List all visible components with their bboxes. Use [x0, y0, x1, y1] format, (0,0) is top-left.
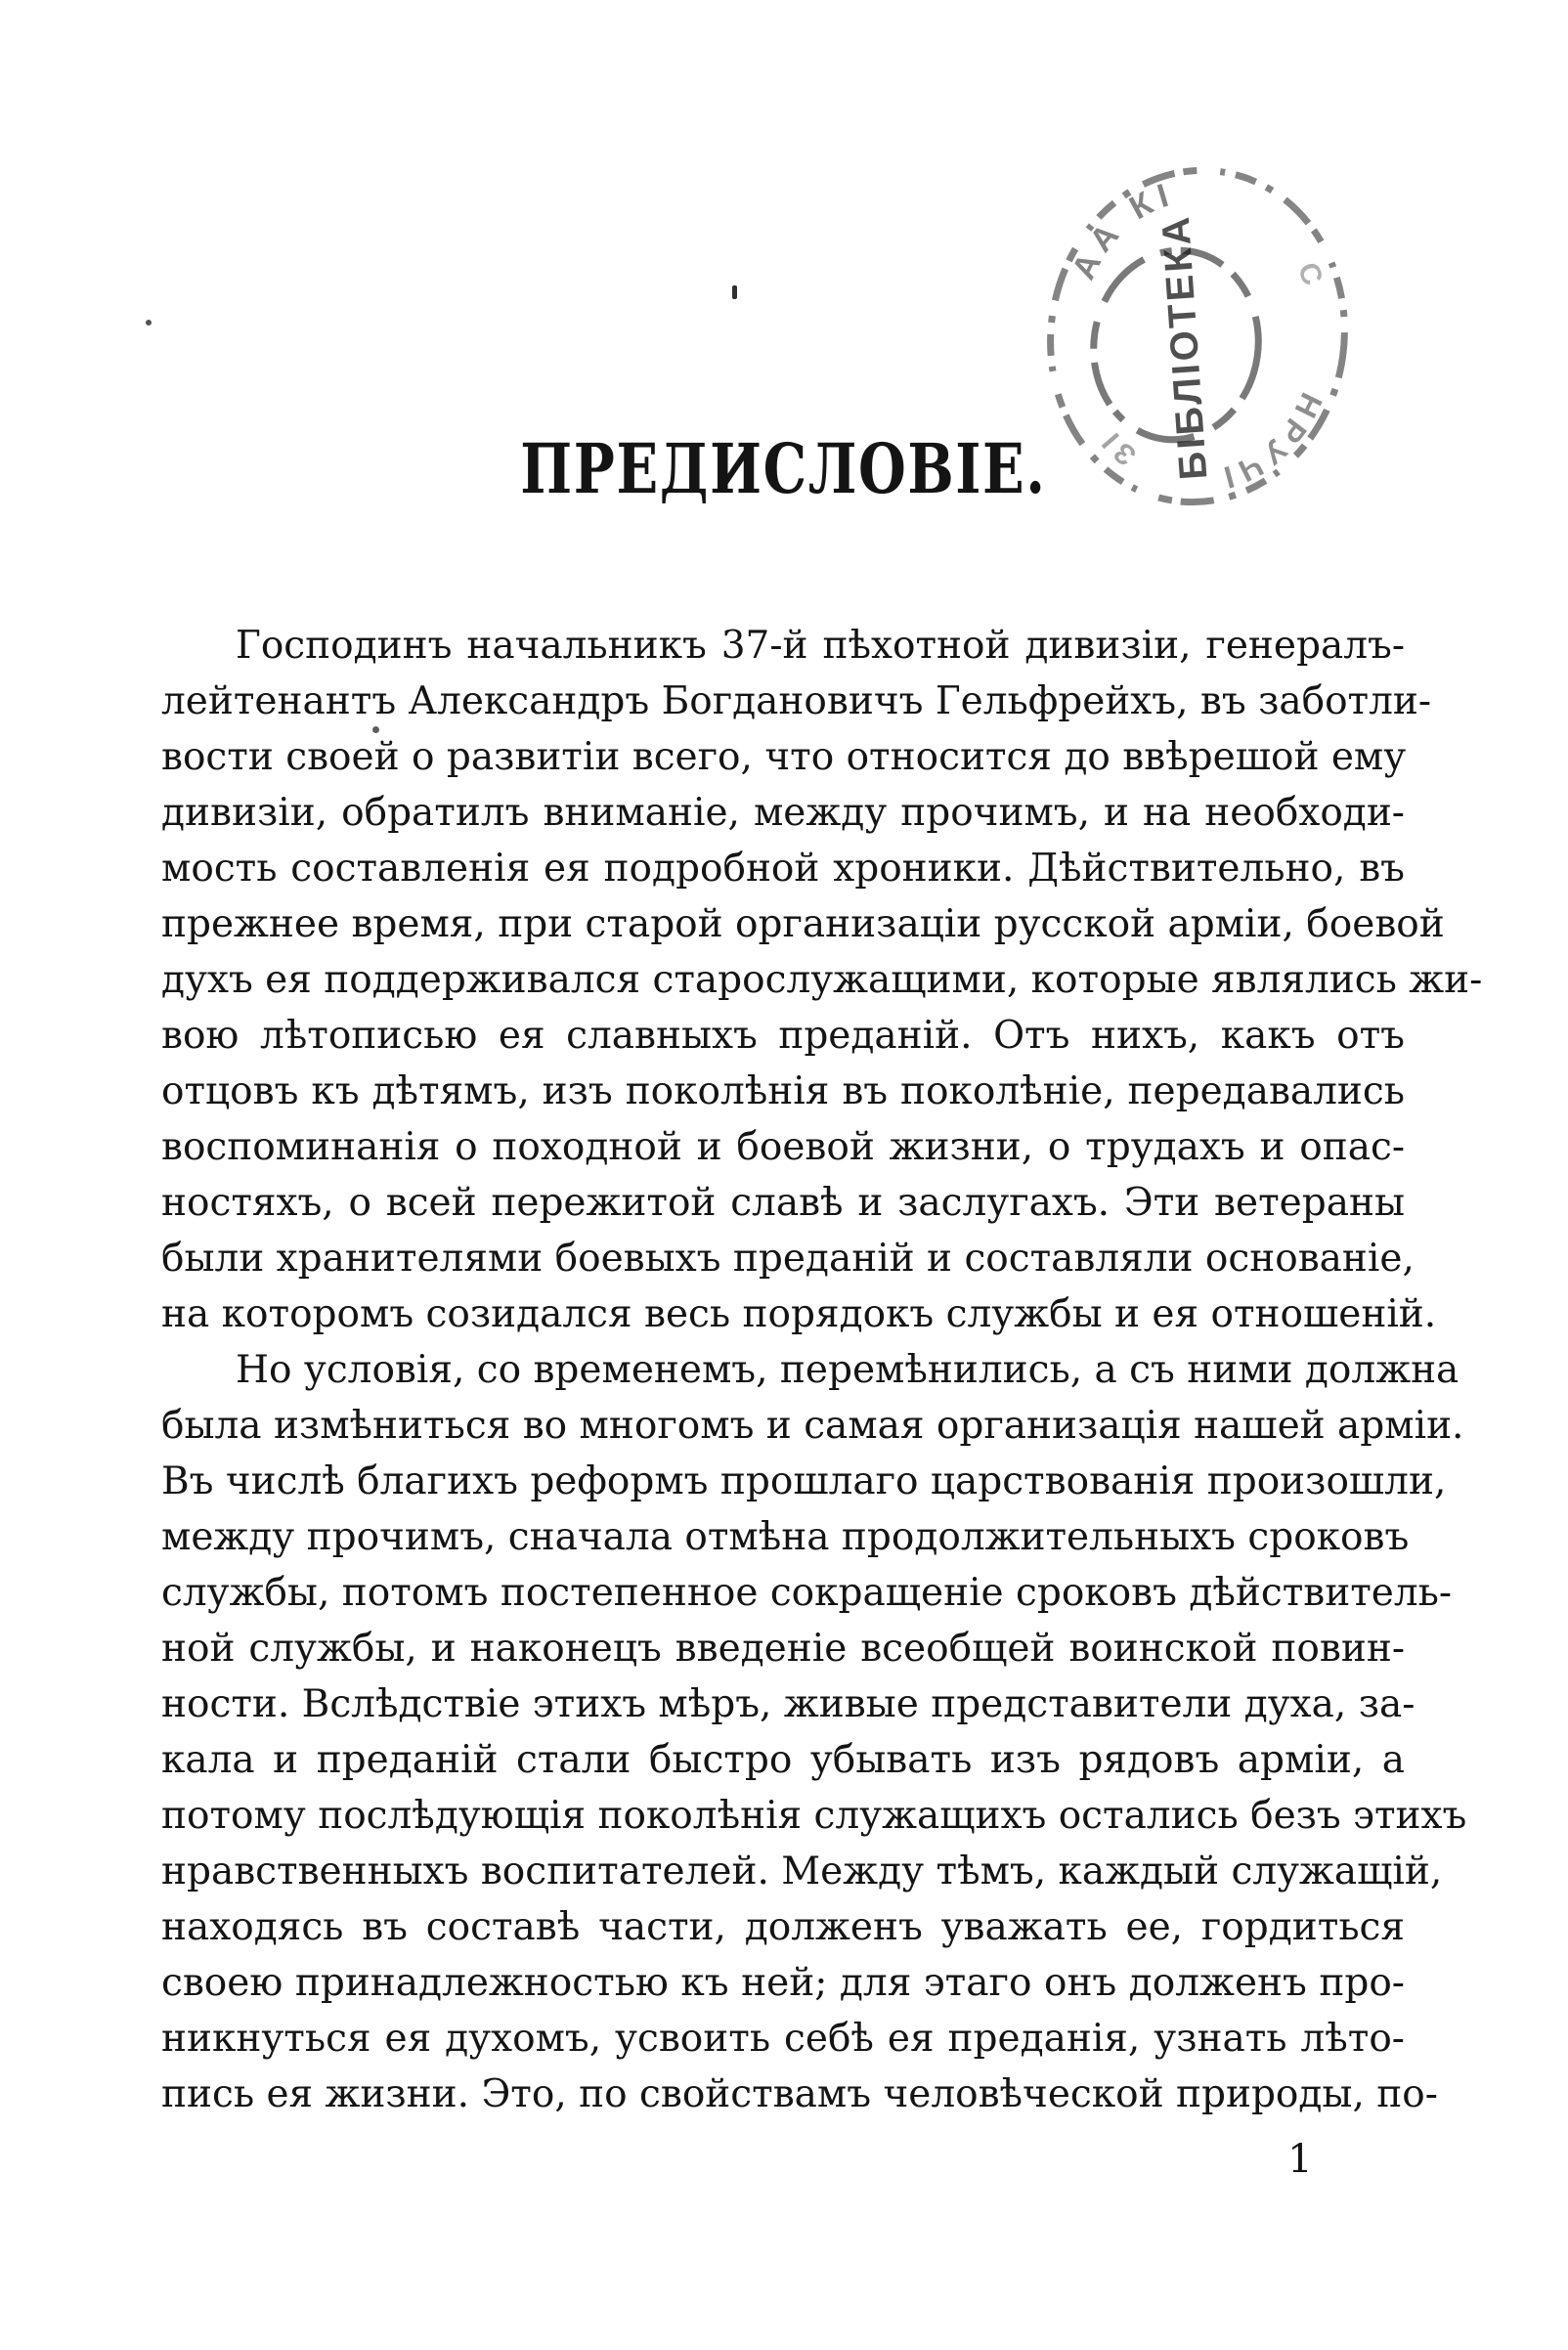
text-line: Но условія, со временемъ, перемѣнились, а съ ними должна	[236, 1348, 1459, 1392]
ink-speck	[146, 320, 152, 326]
text-line: потому послѣдующія поколѣнія служащихъ остались безъ этихъ	[161, 1794, 1467, 1838]
text-line: ности. Вслѣдствіе этихъ мѣръ, живые представители духа, за-	[161, 1682, 1416, 1726]
text-line: дивизіи, обратилъ вниманіе, между прочимъ, и на необходи-	[161, 791, 1405, 835]
text-line: вости своей о развитіи всего, что относится до ввѣрешой ему	[161, 735, 1407, 779]
text-line: ной службы, и наконецъ введеніе всеобщей воинской повин-	[161, 1627, 1405, 1671]
page-number: 1	[1287, 2137, 1313, 2182]
text-line: мость составленія ея подробной хроники. Дѣйствительно, въ	[161, 847, 1405, 891]
text-line: воспоминанія о походной и боевой жизни, о трудахъ и опас-	[161, 1125, 1405, 1169]
text-line: никнуться ея духомъ, усвоить себѣ ея преданія, узнать лѣто-	[161, 2017, 1405, 2061]
stamp-arc-text-top: АА КІ	[1065, 175, 1180, 286]
text-line: на которомъ созидался весь порядокъ службы и ея отношеній.	[161, 1292, 1437, 1336]
stamp-arc-text-bottom: НРУЧІ	[1214, 387, 1329, 498]
text-line: находясь въ составѣ части, долженъ уважать ее, гордиться	[161, 1905, 1405, 1949]
text-line: кала и преданій стали быстро убывать изъ рядовъ арміи, а	[161, 1738, 1405, 1782]
text-line: вою лѣтописью ея славныхъ преданій. Отъ нихъ, какъ отъ	[161, 1014, 1405, 1058]
text-line: службы, потомъ постепенное сокращеніе сроковъ дѣйствитель-	[161, 1571, 1453, 1615]
ink-speck	[732, 285, 737, 299]
stamp-arc-text-right: С	[1290, 257, 1329, 290]
text-line: духъ ея поддерживался старослужащими, которые являлись жи-	[161, 958, 1483, 1002]
stamp-center-text: БІБЛІОТЕКА	[1154, 212, 1216, 482]
text-line: была измѣниться во многомъ и самая организація нашей арміи.	[161, 1404, 1464, 1448]
text-line: отцовъ къ дѣтямъ, изъ поколѣнія въ поколѣніе, передавались	[161, 1069, 1405, 1113]
body-text	[161, 618, 1483, 2122]
stamp-arc-text-lower-left: ЗІ	[1093, 422, 1143, 472]
text-line: ностяхъ, о всей пережитой славѣ и заслугахъ. Эти ветераны	[161, 1181, 1405, 1225]
text-line: лейтенантъ Александръ Богдановичъ Гельфрейхъ, въ заботли-	[161, 679, 1432, 723]
text-line: прежнее время, при старой организаціи русской арміи, боевой	[161, 902, 1445, 946]
text-line: пись ея жизни. Это, по свойствамъ человѣческой природы, по-	[161, 2072, 1438, 2116]
text-line: Въ числѣ благихъ реформъ прошлаго царствованія произошли,	[161, 1459, 1447, 1503]
text-line: были хранителями боевыхъ преданій и составляли основаніе,	[161, 1237, 1415, 1281]
text-line: между прочимъ, сначала отмѣна продолжительныхъ сроковъ	[161, 1515, 1410, 1559]
text-line: своею принадлежностью къ ней; для этаго онъ долженъ про-	[161, 1961, 1405, 2005]
text-line: нравственныхъ воспитателей. Между тѣмъ, каждый служащій,	[161, 1850, 1443, 1893]
page-title: ПРЕДИСЛОВІЕ.	[519, 428, 1047, 509]
text-line: Господинъ начальникъ 37-й пѣхотной дивизіи, генералъ-	[236, 624, 1405, 668]
